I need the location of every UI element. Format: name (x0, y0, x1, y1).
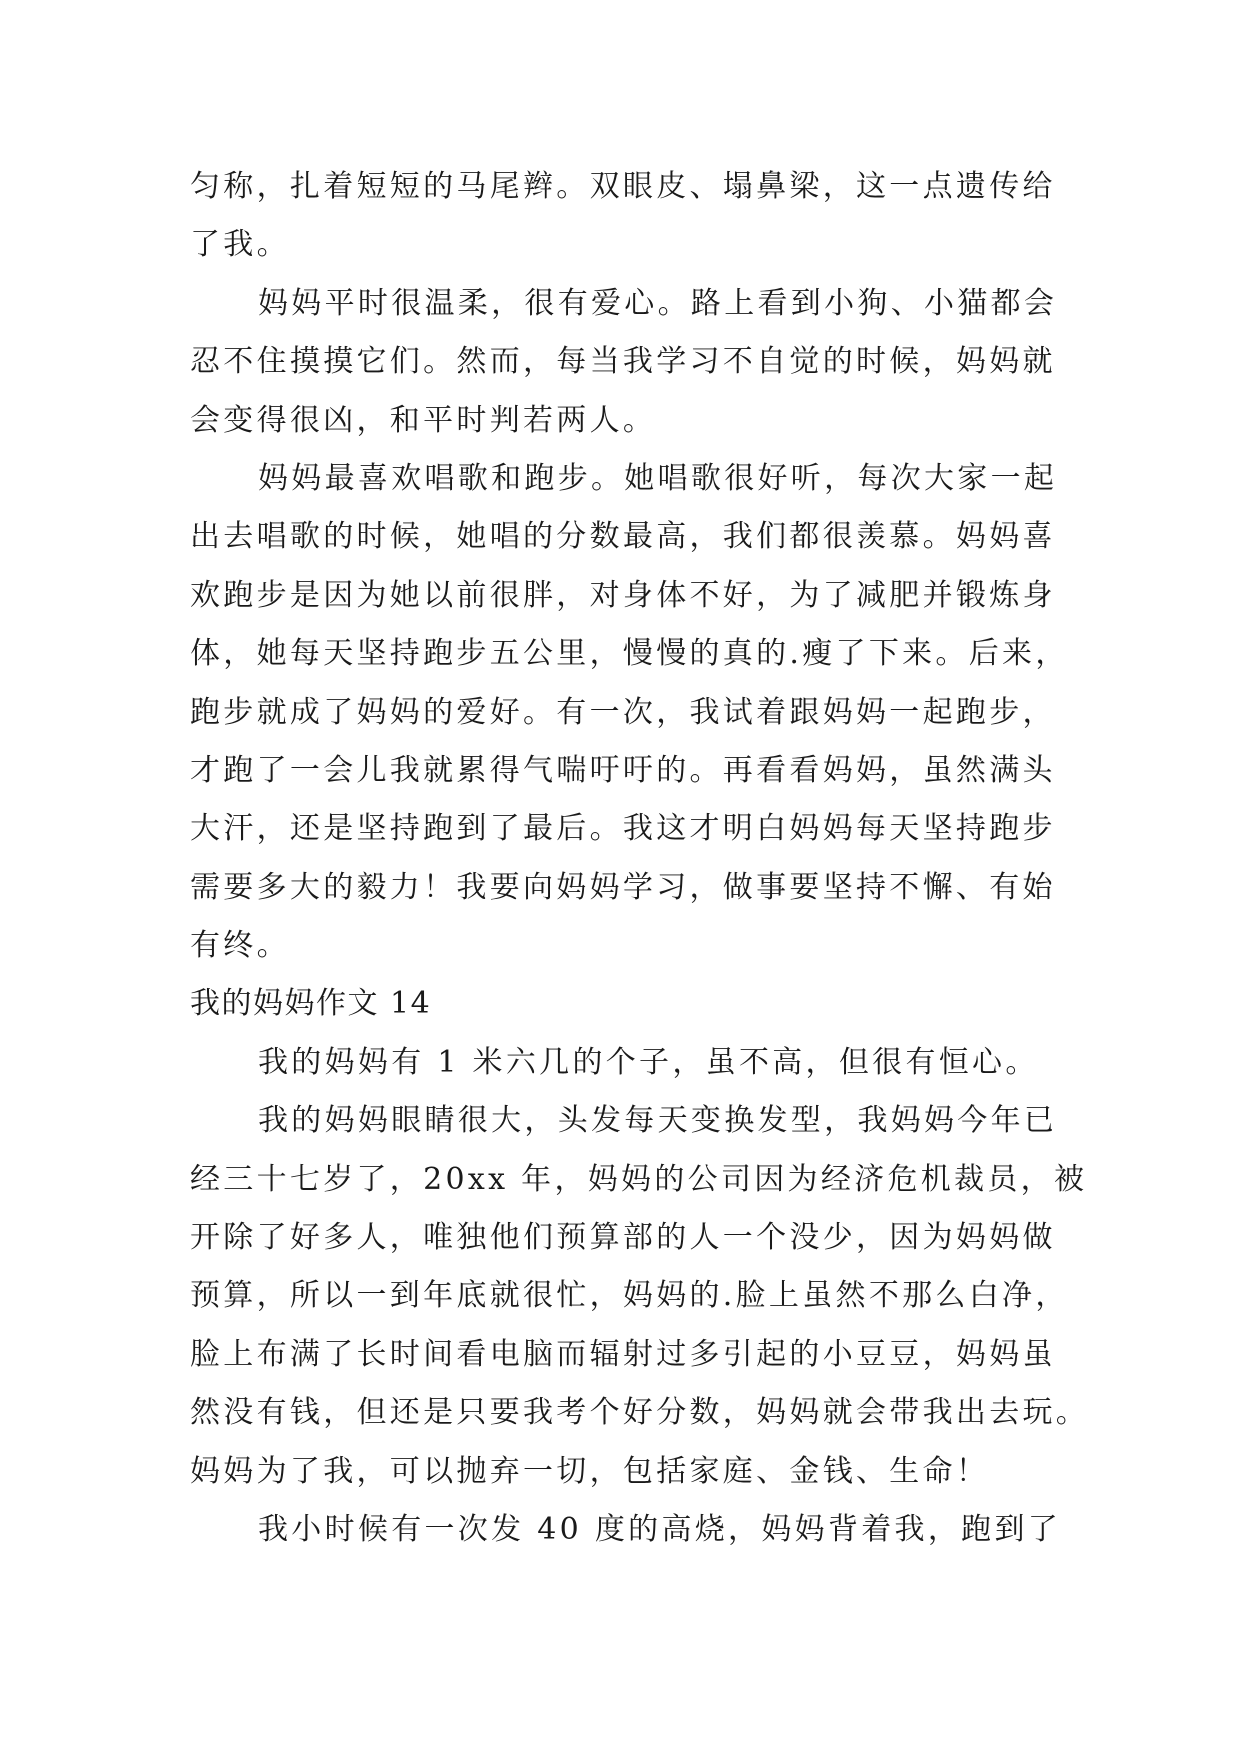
text-line: 妈妈平时很温柔，很有爱心。路上看到小狗、小猫都会 (258, 285, 1058, 321)
text-line: 妈妈最喜欢唱歌和跑步。她唱歌很好听，每次大家一起 (258, 460, 1058, 496)
section-heading: 我的妈妈作文 14 (190, 986, 432, 1022)
text-line: 脸上布满了长时间看电脑而辐射过多引起的小豆豆，妈妈虽 (190, 1336, 1056, 1372)
text-line: 妈妈为了我，可以抛弃一切，包括家庭、金钱、生命！ (190, 1453, 990, 1489)
text-line: 忍不住摸摸它们。然而，每当我学习不自觉的时候，妈妈就 (190, 344, 1056, 380)
text-line: 我的妈妈眼睛很大，头发每天变换发型，我妈妈今年已 (258, 1103, 1058, 1139)
text-line: 有终。 (190, 928, 290, 964)
text-line: 需要多大的毅力！我要向妈妈学习，做事要坚持不懈、有始 (190, 869, 1056, 905)
text-line: 大汗，还是坚持跑到了最后。我这才明白妈妈每天坚持跑步 (190, 811, 1056, 847)
document-body (190, 158, 1090, 1559)
text-line: 会变得很凶，和平时判若两人。 (190, 402, 657, 438)
text-line: 然没有钱，但还是只要我考个好分数，妈妈就会带我出去玩。 (190, 1395, 1090, 1431)
text-line: 欢跑步是因为她以前很胖，对身体不好，为了减肥并锻炼身 (190, 577, 1056, 613)
text-line: 跑步就成了妈妈的爱好。有一次，我试着跟妈妈一起跑步， (190, 694, 1056, 730)
text-line: 出去唱歌的时候，她唱的分数最高，我们都很羡慕。妈妈喜 (190, 519, 1056, 555)
text-line: 经三十七岁了，20xx 年，妈妈的公司因为经济危机裁员，被 (190, 1161, 1088, 1197)
text-line: 开除了好多人，唯独他们预算部的人一个没少，因为妈妈做 (190, 1220, 1056, 1256)
text-line: 匀称，扎着短短的马尾辫。双眼皮、塌鼻梁，这一点遗传给 (190, 169, 1056, 204)
text-line: 预算，所以一到年底就很忙，妈妈的.脸上虽然不那么白净， (190, 1278, 1069, 1314)
text-line: 我的妈妈有 1 米六几的个子，虽不高，但很有恒心。 (258, 1044, 1039, 1080)
text-line: 才跑了一会儿我就累得气喘吁吁的。再看看妈妈，虽然满头 (190, 752, 1056, 788)
text-line: 体，她每天坚持跑步五公里，慢慢的真的.瘦了下来。后来， (190, 636, 1069, 672)
text-line: 了我。 (190, 227, 290, 263)
text-line: 我小时候有一次发 40 度的高烧，妈妈背着我，跑到了 (258, 1511, 1062, 1547)
